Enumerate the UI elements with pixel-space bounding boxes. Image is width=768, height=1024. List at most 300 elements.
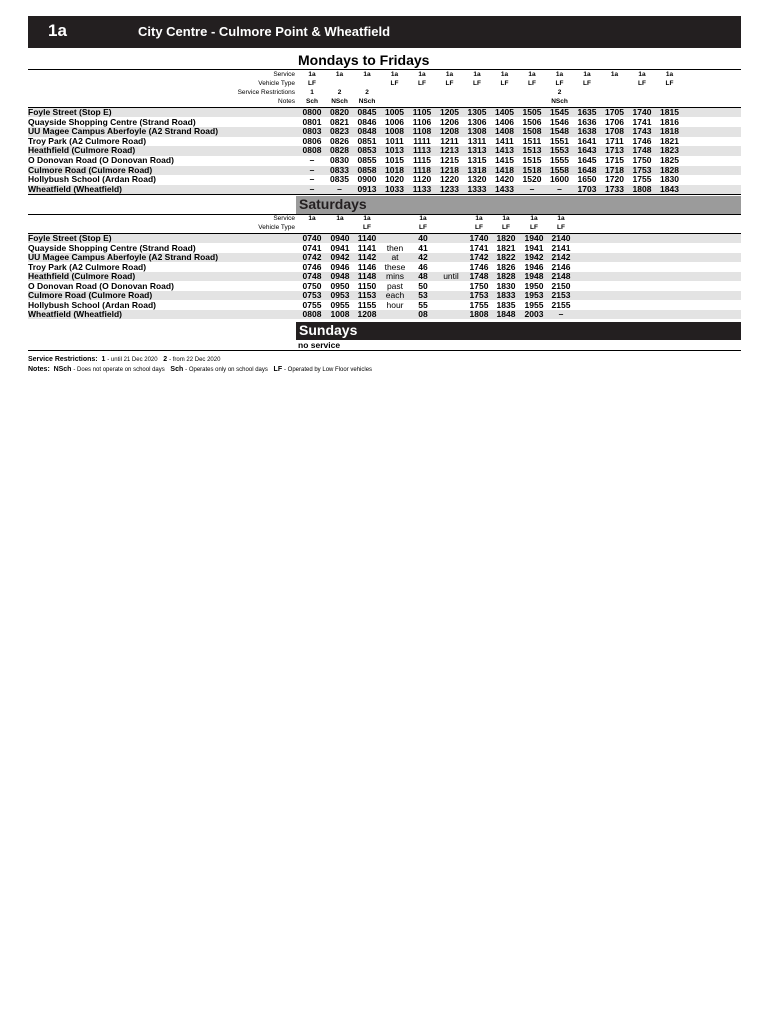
departure-time: 1955 — [524, 299, 544, 310]
departure-time: 1818 — [660, 126, 679, 137]
divider — [28, 194, 741, 195]
vehicle-cell: LF — [502, 224, 510, 231]
departure-time: 1220 — [440, 174, 459, 185]
departure-time: 1111 — [413, 135, 431, 146]
departure-time: 0913 — [357, 183, 377, 194]
vehicle-cell: LF — [583, 80, 591, 87]
departure-time: 0801 — [302, 116, 322, 127]
departure-time: 1133 — [412, 183, 432, 194]
departure-time: 1643 — [577, 145, 597, 156]
saturday-heading: Saturdays — [296, 196, 741, 214]
departure-time: 0946 — [330, 261, 350, 272]
departure-time: 1118 — [413, 164, 431, 175]
departure-time: 1305 — [467, 107, 487, 117]
until-note: until — [443, 271, 459, 281]
departure-time: – — [309, 174, 315, 185]
departure-time: 0846 — [357, 116, 377, 127]
service-cell: 1a — [418, 71, 426, 78]
departure-time: 1650 — [577, 174, 597, 185]
vehicle-cell: LF — [419, 224, 427, 231]
minutes-past: 50 — [418, 280, 428, 291]
departure-time: 1740 — [469, 233, 489, 243]
departure-time: 1753 — [632, 164, 652, 175]
departure-time: 1833 — [496, 290, 516, 300]
departure-time: 1755 — [632, 174, 652, 185]
stop-name: Quayside Shopping Centre (Strand Road) — [28, 116, 196, 127]
service-label: Service — [273, 71, 295, 78]
note-text-nsch: - Does not operate on school days — [73, 367, 165, 373]
service-cell: 1a — [335, 71, 344, 78]
restrictions-cell: 2 — [557, 89, 562, 96]
frequency-note: past — [386, 280, 404, 291]
departure-time: 1636 — [577, 116, 597, 127]
notes-row — [28, 98, 741, 107]
departure-time: 1750 — [469, 280, 489, 291]
departure-time: 1753 — [469, 290, 489, 300]
vehicle-cell: LF — [557, 224, 565, 231]
departure-time: 1011 — [385, 135, 404, 146]
departure-time: 1950 — [524, 280, 544, 291]
stop-name: Heathfield (Culmore Road) — [28, 271, 136, 281]
stop-name: Troy Park (A2 Culmore Road) — [28, 135, 147, 146]
departure-time: 1205 — [440, 107, 459, 117]
service-row — [28, 215, 741, 224]
vehicle-cell: LF — [363, 224, 371, 231]
note-code-sch: Sch — [170, 366, 184, 373]
service-cell: 1a — [555, 71, 564, 78]
minutes-past: 41 — [418, 242, 428, 253]
table-row — [28, 156, 741, 165]
table-row — [28, 108, 741, 117]
frequency-note: these — [384, 261, 406, 272]
departure-time: – — [557, 183, 562, 194]
departure-time: 0741 — [302, 242, 322, 253]
divider — [28, 350, 741, 351]
table-row — [28, 310, 741, 319]
vehicle-type-row — [28, 224, 741, 233]
departure-time: 1748 — [469, 271, 489, 281]
departure-time: 0820 — [330, 107, 349, 117]
vehicle-cell: LF — [530, 224, 538, 231]
departure-time: 1946 — [524, 261, 544, 272]
departure-time: 1548 — [550, 126, 569, 137]
departure-time: 0942 — [330, 252, 350, 262]
departure-time: 1155 — [357, 299, 377, 310]
departure-time: 1600 — [550, 174, 569, 185]
departure-time: 1148 — [357, 271, 377, 281]
departure-time: 1140 — [357, 233, 377, 243]
departure-time: 1508 — [522, 126, 542, 137]
departure-time: 0830 — [330, 155, 349, 165]
departure-time: 1715 — [605, 155, 624, 165]
departure-time: 0900 — [357, 174, 377, 185]
departure-time: 1713 — [605, 145, 624, 156]
departure-time: 1941 — [524, 242, 544, 253]
departure-time: 0955 — [330, 299, 350, 310]
service-cell: 1a — [502, 215, 510, 222]
note-text-sch: - Operates only on school days — [185, 367, 268, 373]
stop-name: UU Magee Campus Aberfoyle (A2 Strand Road) — [28, 126, 219, 137]
departure-time: 1720 — [605, 174, 624, 185]
service-cell: 1a — [500, 71, 509, 78]
vehicle-cell: LF — [418, 80, 426, 87]
departure-time: 1546 — [550, 116, 569, 127]
departure-time: 1142 — [357, 252, 377, 262]
minutes-past: 55 — [418, 299, 428, 310]
departure-time: 1835 — [496, 299, 516, 310]
departure-time: 0833 — [330, 164, 349, 175]
notes-footnote — [28, 365, 372, 375]
departure-time: 1822 — [496, 252, 516, 262]
sunday-timetable — [28, 322, 741, 352]
departure-time: 1005 — [385, 107, 404, 117]
route-number: 1a — [48, 21, 67, 40]
departure-time: 1711 — [605, 135, 624, 146]
departure-time: 1821 — [660, 135, 679, 146]
departure-time: 1511 — [522, 135, 542, 146]
departure-time: 1513 — [522, 145, 542, 156]
departure-time: 2148 — [551, 271, 571, 281]
departure-time: 1405 — [495, 107, 514, 117]
notes-label: Notes — [278, 98, 295, 105]
minutes-past: 48 — [418, 271, 428, 281]
frequency-note: at — [391, 252, 399, 262]
stop-name: Foyle Street (Stop E) — [28, 233, 112, 243]
departure-time: 1703 — [577, 183, 597, 194]
departure-time: 0742 — [302, 252, 322, 262]
vehicle-cell: LF — [308, 80, 316, 87]
departure-time: 2150 — [551, 280, 571, 291]
departure-time: 1415 — [495, 155, 514, 165]
vehicle-type-label: Vehicle Type — [258, 80, 295, 87]
departure-time: 1211 — [440, 135, 459, 146]
departure-time: 0808 — [302, 145, 322, 156]
departure-time: 1411 — [495, 135, 514, 146]
departure-time: 1828 — [496, 271, 516, 281]
stop-name: Foyle Street (Stop E) — [28, 107, 112, 117]
departure-time: 1008 — [385, 126, 404, 137]
departure-time: 1306 — [467, 116, 487, 127]
minutes-past: 53 — [418, 290, 428, 300]
frequency-note: each — [385, 290, 405, 300]
stop-name: Wheatfield (Wheatfield) — [28, 183, 122, 194]
departure-time: 1318 — [467, 164, 487, 175]
service-cell: 1a — [557, 215, 565, 222]
departure-time: 1843 — [660, 183, 679, 194]
departure-time: 1208 — [440, 126, 459, 137]
departure-time: 2146 — [551, 261, 571, 272]
title-bar — [28, 16, 741, 48]
departure-time: 2003 — [524, 309, 544, 319]
vehicle-cell: LF — [665, 80, 674, 87]
departure-time: 1308 — [467, 126, 487, 137]
departure-time: 1750 — [632, 155, 652, 165]
departure-time: 1948 — [524, 271, 544, 281]
vehicle-cell: LF — [475, 224, 483, 231]
departure-time: 1706 — [605, 116, 624, 127]
departure-time: 1816 — [660, 116, 679, 127]
departure-time: 0806 — [302, 135, 322, 146]
departure-time: 1518 — [522, 164, 542, 175]
departure-time: – — [309, 164, 315, 175]
notes-cell: NSch — [551, 98, 568, 105]
departure-time: 1520 — [522, 174, 542, 185]
service-cell: 1a — [419, 215, 427, 222]
departure-time: 0828 — [330, 145, 349, 156]
vehicle-cell: LF — [445, 80, 454, 87]
departure-time: 1406 — [495, 116, 514, 127]
vehicle-cell: LF — [473, 80, 481, 87]
departure-time: 0851 — [357, 135, 377, 146]
service-cell: 1a — [583, 71, 591, 78]
service-cell: 1a — [638, 71, 646, 78]
departure-time: 1718 — [605, 164, 624, 175]
departure-time: 1648 — [577, 164, 597, 175]
departure-time: 1150 — [357, 280, 377, 291]
departure-time: 1420 — [495, 174, 514, 185]
table-row — [28, 301, 741, 310]
departure-time: 1558 — [550, 164, 569, 175]
departure-time: – — [309, 183, 315, 194]
departure-time: 1551 — [550, 135, 569, 146]
minutes-past: 08 — [418, 309, 428, 319]
departure-time: 1018 — [385, 164, 404, 175]
restrictions-cell: 2 — [337, 89, 342, 96]
service-cell: 1a — [445, 71, 454, 78]
departure-time: 2140 — [551, 233, 571, 243]
restrictions-row — [28, 89, 741, 98]
vehicle-cell: LF — [390, 80, 399, 87]
departure-time: 1741 — [632, 116, 652, 127]
departure-time: 1033 — [385, 183, 404, 194]
restriction-code-1: 1 — [101, 356, 106, 363]
frequency-note: mins — [386, 271, 404, 281]
departure-time: 0858 — [357, 164, 377, 175]
departure-time: 0950 — [330, 280, 350, 291]
departure-time: 1108 — [412, 126, 432, 137]
departure-time: 1215 — [440, 155, 459, 165]
departure-time: 1141 — [357, 242, 377, 253]
departure-time: 1808 — [469, 309, 489, 319]
stop-name: Wheatfield (Wheatfield) — [28, 309, 122, 319]
departure-time: 2155 — [551, 299, 571, 310]
departure-time: 1315 — [467, 155, 487, 165]
service-cell: 1a — [610, 71, 619, 78]
departure-time: 1206 — [440, 116, 459, 127]
departure-time: 1755 — [469, 299, 489, 310]
restrictions-cell: 2 — [365, 89, 369, 96]
departure-time: 1555 — [550, 155, 569, 165]
departure-time: 1638 — [577, 126, 597, 137]
frequency-note: then — [386, 242, 404, 253]
departure-time: 1746 — [632, 135, 652, 146]
departure-time: 0853 — [357, 145, 377, 156]
route-title: City Centre - Culmore Point & Wheatfield — [138, 24, 391, 39]
departure-time: 1515 — [522, 155, 542, 165]
departure-time: 2153 — [551, 290, 571, 300]
departure-time: 1015 — [385, 155, 404, 165]
departure-time: 0808 — [302, 309, 322, 319]
weekday-heading: Mondays to Fridays — [298, 52, 430, 68]
restriction-text-1: - until 21 Dec 2020 — [107, 357, 158, 363]
departure-time: 2142 — [551, 252, 571, 262]
notes-cell: NSch — [331, 98, 348, 105]
departure-time: 1120 — [412, 174, 432, 185]
minutes-past: 40 — [418, 233, 428, 243]
departure-time: 1418 — [495, 164, 514, 175]
minutes-past: 42 — [418, 252, 428, 262]
departure-time: 0940 — [330, 233, 350, 243]
departure-time: 1233 — [440, 183, 459, 194]
departure-time: 1311 — [467, 135, 487, 146]
departure-time: 1821 — [496, 242, 516, 253]
departure-time: 1008 — [330, 309, 350, 319]
vehicle-type-label: Vehicle Type — [258, 224, 295, 231]
departure-time: 1748 — [632, 145, 652, 156]
service-label: Service — [273, 215, 295, 222]
departure-time: – — [309, 155, 315, 165]
departure-time: 1115 — [413, 155, 431, 165]
sunday-heading: Sundays — [296, 322, 741, 340]
restrictions-label: Service Restrictions — [237, 89, 295, 96]
departure-time: 0800 — [302, 107, 322, 117]
notes-cell: Sch — [306, 98, 318, 105]
departure-time: 0941 — [330, 242, 350, 253]
table-row — [28, 272, 741, 281]
stop-name: Culmore Road (Culmore Road) — [28, 290, 153, 300]
note-code-nsch: NSch — [53, 366, 72, 373]
departure-time: 1942 — [524, 252, 544, 262]
departure-time: 0821 — [330, 116, 349, 127]
note-text-lf: - Operated by Low Floor vehicles — [284, 367, 373, 373]
departure-time: 1820 — [496, 233, 516, 243]
departure-time: 1105 — [412, 107, 432, 117]
departure-time: 1828 — [660, 164, 679, 175]
weekday-timetable — [28, 50, 741, 196]
departure-time: 1826 — [496, 261, 516, 272]
departure-time: 1113 — [413, 145, 431, 156]
departure-time: 1746 — [469, 261, 489, 272]
note-code-lf: LF — [273, 366, 283, 373]
saturday-timetable — [28, 196, 741, 320]
departure-time: 1545 — [550, 107, 569, 117]
stop-name: Troy Park (A2 Culmore Road) — [28, 261, 147, 272]
departure-time: – — [529, 183, 535, 194]
departure-time: 0823 — [330, 126, 349, 137]
departure-time: 0755 — [302, 299, 322, 310]
departure-time: 0753 — [302, 290, 322, 300]
departure-time: 1740 — [632, 107, 652, 117]
stop-name: Hollybush School (Ardan Road) — [28, 299, 156, 310]
departure-time: 1742 — [469, 252, 489, 262]
departure-time: – — [558, 309, 564, 319]
table-row — [28, 253, 741, 262]
divider — [28, 69, 741, 70]
departure-time: 1553 — [550, 145, 569, 156]
stop-name: Heathfield (Culmore Road) — [28, 145, 136, 156]
departure-time: 0948 — [330, 271, 350, 281]
departure-time: 1645 — [577, 155, 597, 165]
departure-time: 2141 — [551, 242, 571, 253]
departure-time: 0826 — [330, 135, 349, 146]
vehicle-type-row — [28, 80, 741, 89]
departure-time: 0845 — [357, 107, 377, 117]
minutes-past: 46 — [418, 261, 428, 272]
vehicle-cell: LF — [638, 80, 646, 87]
departure-time: 0748 — [302, 271, 322, 281]
table-row — [28, 291, 741, 300]
service-cell: 1a — [528, 71, 536, 78]
departure-time: 0835 — [330, 174, 349, 185]
departure-time: 0848 — [357, 126, 377, 137]
stop-name: Culmore Road (Culmore Road) — [28, 164, 153, 175]
vehicle-cell: LF — [555, 80, 564, 87]
departure-time: 1506 — [522, 116, 542, 127]
restrictions-footnote — [28, 355, 372, 365]
departure-time: 1146 — [357, 261, 377, 272]
stop-name: O Donovan Road (O Donovan Road) — [28, 155, 174, 165]
restriction-code-2: 2 — [163, 356, 168, 363]
departure-time: 1213 — [440, 145, 459, 156]
departure-time: 0750 — [302, 280, 322, 291]
departure-time: 0740 — [302, 233, 322, 243]
departure-time: 1313 — [467, 145, 487, 156]
departure-time: 1218 — [440, 164, 459, 175]
departure-time: 1505 — [522, 107, 542, 117]
service-cell: 1a — [390, 71, 399, 78]
departure-time: 0803 — [302, 126, 322, 137]
departure-time: 0953 — [330, 290, 350, 300]
departure-time: 1848 — [496, 309, 516, 319]
departure-time: 1815 — [660, 107, 679, 117]
departure-time: 1808 — [632, 183, 652, 194]
restriction-text-2: - from 22 Dec 2020 — [169, 357, 221, 363]
notes-cell: NSch — [358, 98, 376, 105]
table-row — [28, 185, 741, 194]
departure-time: 1830 — [660, 174, 679, 185]
service-cell: 1a — [530, 215, 538, 222]
stop-name: UU Magee Campus Aberfoyle (A2 Strand Road) — [28, 252, 219, 262]
departure-time: 1408 — [495, 126, 514, 137]
departure-time: 1741 — [469, 242, 489, 253]
notes-footnote-label: Notes: — [28, 366, 50, 373]
departure-time: 1830 — [496, 280, 516, 291]
service-cell: 1a — [336, 215, 344, 222]
departure-time: 1208 — [357, 309, 377, 319]
departure-time: 1733 — [605, 183, 624, 194]
service-row — [28, 71, 741, 80]
departure-time: – — [337, 183, 342, 194]
departure-time: 1823 — [660, 145, 679, 156]
departure-time: 1953 — [524, 290, 544, 300]
departure-time: 1940 — [524, 233, 544, 243]
departure-time: 1006 — [385, 116, 404, 127]
departure-time: 1641 — [577, 135, 597, 146]
departure-time: 1320 — [467, 174, 487, 185]
departure-time: 0855 — [357, 155, 377, 165]
service-cell: 1a — [665, 71, 674, 78]
service-cell: 1a — [363, 71, 371, 78]
departure-time: 1020 — [385, 174, 404, 185]
service-cell: 1a — [473, 71, 481, 78]
frequency-note: hour — [386, 299, 404, 310]
departure-time: 0746 — [302, 261, 322, 272]
service-cell: 1a — [475, 215, 483, 222]
departure-time: 1743 — [632, 126, 652, 137]
departure-time: 1413 — [495, 145, 514, 156]
stop-name: Quayside Shopping Centre (Strand Road) — [28, 242, 196, 253]
service-cell: 1a — [363, 215, 371, 222]
